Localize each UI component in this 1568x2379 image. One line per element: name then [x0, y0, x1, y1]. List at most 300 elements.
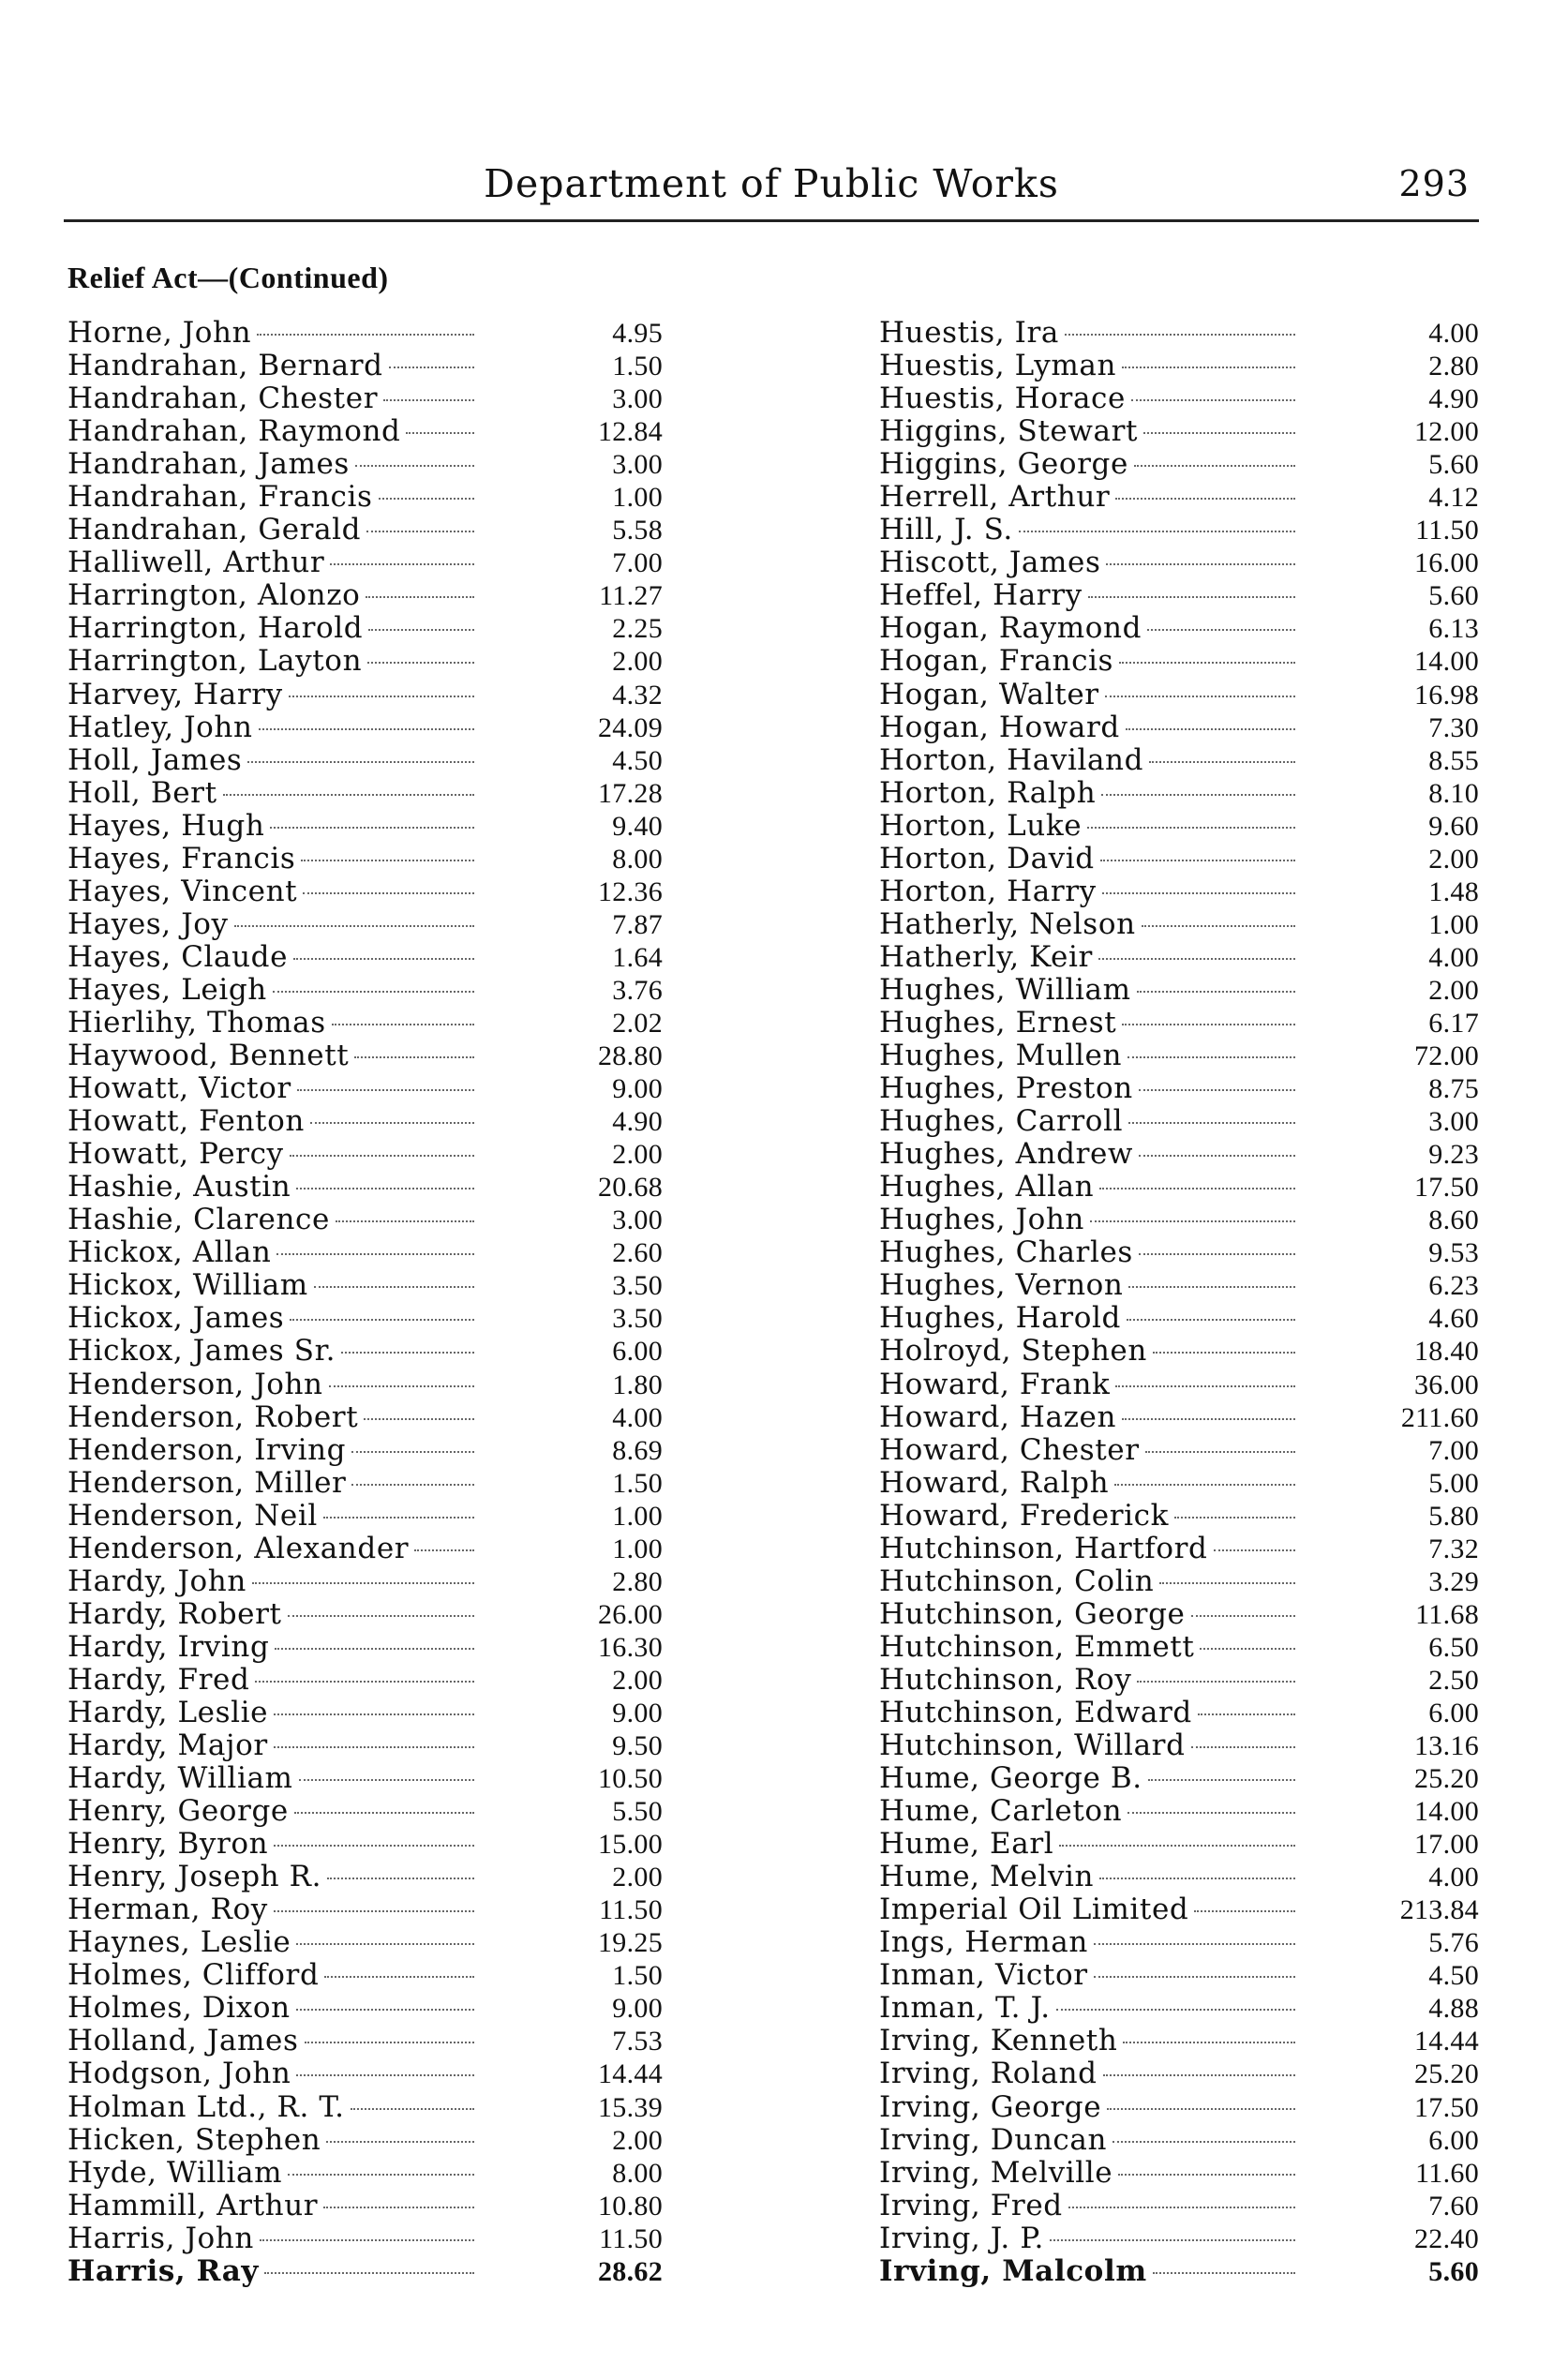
entry-leader [67, 1434, 478, 1467]
entry-amount: 25.20 [1414, 1763, 1479, 1795]
entry-name: Hardy, Major [67, 1729, 268, 1763]
entry-name: Hashie, Austin [67, 1171, 291, 1204]
entry-leader [67, 415, 478, 448]
entry-amount: 8.55 [1428, 744, 1479, 776]
entry-amount: 24.09 [598, 711, 663, 743]
entry-amount: 5.60 [1428, 580, 1479, 612]
dot-leader [1149, 761, 1295, 763]
list-item [879, 1040, 1479, 1072]
dot-leader [326, 2141, 474, 2143]
entry-amount: 8.75 [1428, 1073, 1479, 1105]
list-item [879, 2222, 1479, 2255]
entry-leader [879, 1204, 1299, 1236]
list-item [67, 679, 663, 711]
entry-amount: 25.20 [1414, 2058, 1479, 2090]
dot-leader [276, 1253, 474, 1255]
list-item [67, 2255, 663, 2288]
dot-leader [270, 827, 474, 829]
entry-leader [879, 1565, 1299, 1598]
entry-name: Hutchinson, Colin [879, 1564, 1155, 1598]
entry-amount: 2.80 [612, 1565, 663, 1597]
entry-amount: 5.80 [1428, 1500, 1479, 1532]
entry-name: Handrahan, James [67, 448, 350, 482]
dot-leader [330, 563, 474, 565]
dot-leader [1194, 1910, 1295, 1912]
dot-leader [274, 1713, 474, 1715]
entry-name: Hutchinson, George [879, 1597, 1186, 1631]
entry-name: Hatherly, Nelson [879, 907, 1136, 941]
entry-leader [879, 1893, 1299, 1926]
list-item [67, 1697, 663, 1729]
dot-leader [1101, 794, 1295, 796]
page-title: Department of Public Works [484, 161, 1059, 206]
list-item [879, 1171, 1479, 1204]
entry-name: Hodgson, John [67, 2057, 291, 2091]
entry-leader [67, 1105, 478, 1138]
entry-leader [879, 2157, 1299, 2190]
entry-name: Hayes, Hugh [67, 809, 265, 843]
entry-name: Halliwell, Arthur [67, 546, 325, 580]
list-item [67, 2190, 663, 2222]
entry-name: Hughes, Mullen [879, 1040, 1123, 1073]
entry-name: Hayes, Joy [67, 907, 229, 941]
entry-leader [67, 1598, 478, 1631]
entry-name: Huestis, Lyman [879, 350, 1117, 383]
entry-name: Hughes, William [879, 973, 1131, 1007]
entry-amount: 17.50 [1414, 2091, 1479, 2123]
entry-amount: 4.88 [1428, 1993, 1479, 2025]
entry-amount: 11.27 [599, 580, 663, 612]
entry-amount: 14.00 [1414, 1796, 1479, 1828]
entry-leader [67, 1269, 478, 1302]
list-item [67, 1204, 663, 1236]
dot-leader [1137, 1681, 1295, 1683]
entry-name: Hughes, Preston [879, 1072, 1133, 1106]
dot-leader [354, 1056, 474, 1058]
entry-name: Hammill, Arthur [67, 2189, 319, 2222]
dot-leader [1122, 367, 1295, 368]
list-item [879, 974, 1479, 1007]
entry-name: Hierlihy, Thomas [67, 1006, 326, 1040]
entry-name: Horton, Haviland [879, 743, 1144, 777]
entry-leader [879, 974, 1299, 1007]
dot-leader [274, 1910, 474, 1912]
entry-amount: 12.36 [598, 875, 663, 907]
entry-amount: 1.00 [612, 482, 663, 514]
list-item [67, 1664, 663, 1697]
list-item [879, 744, 1479, 777]
entry-leader [879, 2025, 1299, 2057]
entry-leader [879, 2222, 1299, 2255]
entry-amount: 1.48 [1428, 875, 1479, 907]
list-item [67, 1269, 663, 1302]
list-item [67, 777, 663, 810]
list-item [879, 1926, 1479, 1959]
entry-name: Hutchinson, Roy [879, 1663, 1132, 1697]
entry-amount: 4.00 [612, 1401, 663, 1433]
entry-leader [879, 1007, 1299, 1040]
entry-amount: 3.00 [612, 1204, 663, 1236]
dot-leader [1127, 1056, 1295, 1058]
entry-leader [879, 1040, 1299, 1072]
entry-leader [67, 1072, 478, 1105]
entry-name: Hutchinson, Willard [879, 1729, 1186, 1763]
entry-amount: 7.00 [1428, 1434, 1479, 1466]
dot-leader [366, 531, 474, 532]
list-item [67, 2057, 663, 2090]
entry-leader [879, 810, 1299, 843]
dot-leader [1143, 432, 1295, 434]
entry-leader [67, 1171, 478, 1204]
dot-leader [314, 1286, 474, 1288]
list-item [879, 810, 1479, 843]
dot-leader [1128, 1122, 1295, 1124]
list-item [879, 612, 1479, 645]
list-item [67, 1072, 663, 1105]
list-item [67, 612, 663, 645]
list-item [67, 448, 663, 481]
list-item [67, 415, 663, 448]
dot-leader [351, 1451, 474, 1453]
entry-name: Harvey, Harry [67, 678, 283, 711]
entry-amount: 9.00 [612, 1697, 663, 1728]
list-item [879, 1664, 1479, 1697]
entry-name: Irving, Kenneth [879, 2025, 1118, 2058]
entry-leader [67, 908, 478, 941]
entry-leader [879, 317, 1299, 350]
entry-name: Huestis, Horace [879, 382, 1126, 416]
list-item [67, 579, 663, 612]
entry-leader [67, 1729, 478, 1762]
entry-amount: 8.00 [612, 843, 663, 875]
entry-name: Haynes, Leslie [67, 1926, 291, 1960]
dot-leader [310, 1122, 474, 1124]
list-item [879, 1269, 1479, 1302]
entry-leader [879, 1105, 1299, 1138]
list-item [879, 1631, 1479, 1664]
list-item [67, 2091, 663, 2124]
entry-leader [879, 2190, 1299, 2222]
entry-amount: 7.32 [1428, 1533, 1479, 1564]
list-item [67, 2157, 663, 2190]
dot-leader [290, 1319, 474, 1321]
dot-leader [1127, 1319, 1295, 1321]
entry-name: Henry, George [67, 1795, 289, 1829]
entry-leader [879, 1959, 1299, 1992]
entry-leader [67, 1697, 478, 1729]
entry-amount: 8.10 [1428, 777, 1479, 809]
entry-name: Howard, Frank [879, 1368, 1111, 1401]
entry-name: Holland, James [67, 2025, 299, 2058]
entry-amount: 5.76 [1428, 1927, 1479, 1959]
entry-amount: 4.60 [1428, 1303, 1479, 1335]
entry-name: Henderson, Irving [67, 1433, 347, 1467]
entry-leader [67, 514, 478, 546]
entry-name: Hickox, Allan [67, 1236, 272, 1270]
entry-leader [879, 711, 1299, 744]
list-item [67, 711, 663, 744]
entry-amount: 1.00 [1428, 908, 1479, 940]
entry-amount: 12.84 [598, 416, 663, 448]
entry-name: Irving, Malcolm [879, 2254, 1147, 2288]
dot-leader [1174, 1517, 1295, 1519]
entry-leader [67, 777, 478, 810]
entry-leader [67, 1204, 478, 1236]
list-item [879, 2091, 1479, 2124]
entry-name: Hickox, James Sr. [67, 1335, 336, 1369]
entry-leader [67, 1040, 478, 1072]
entry-leader [879, 1631, 1299, 1664]
dot-leader [1127, 1812, 1295, 1814]
dot-leader [1115, 1385, 1295, 1387]
entry-amount: 9.53 [1428, 1237, 1479, 1269]
list-item [67, 1434, 663, 1467]
dot-leader [323, 2207, 474, 2208]
list-item [67, 1500, 663, 1533]
entry-name: Irving, Duncan [879, 2123, 1108, 2157]
list-item [67, 1138, 663, 1171]
entry-amount: 4.95 [612, 318, 663, 349]
entry-name: Hickox, James [67, 1302, 285, 1336]
entry-leader [67, 382, 478, 415]
list-item [879, 843, 1479, 875]
dot-leader [274, 1845, 474, 1847]
dot-leader [329, 1385, 474, 1387]
entry-leader [67, 1631, 478, 1664]
entry-amount: 7.60 [1428, 2190, 1479, 2222]
entry-leader [67, 1893, 478, 1926]
dot-leader [1139, 1089, 1295, 1091]
list-item [879, 777, 1479, 810]
entry-leader [67, 1795, 478, 1828]
entry-name: Holroyd, Stephen [879, 1335, 1147, 1369]
entry-name: Hogan, Howard [879, 711, 1120, 744]
list-item [879, 1959, 1479, 1992]
dot-leader [305, 2042, 475, 2043]
list-item [67, 350, 663, 382]
entry-name: Howatt, Fenton [67, 1105, 305, 1139]
entry-amount: 4.00 [1428, 318, 1479, 349]
entry-amount: 17.50 [1414, 1172, 1479, 1204]
list-item [879, 1105, 1479, 1138]
entry-amount: 3.29 [1428, 1565, 1479, 1597]
list-item [67, 908, 663, 941]
entry-leader [67, 744, 478, 777]
list-item [879, 1729, 1479, 1762]
page-header [64, 152, 1479, 222]
dot-leader [383, 399, 474, 401]
entry-name: Hicken, Stephen [67, 2123, 321, 2157]
entry-amount: 4.50 [1428, 1960, 1479, 1992]
entry-leader [879, 1500, 1299, 1533]
entry-name: Hutchinson, Edward [879, 1696, 1192, 1729]
entry-leader [879, 1828, 1299, 1861]
entry-leader [67, 1467, 478, 1500]
dot-leader [293, 958, 474, 960]
dot-leader [301, 860, 474, 861]
entry-name: Henry, Joseph R. [67, 1861, 322, 1894]
list-item [67, 1861, 663, 1893]
entry-leader [879, 350, 1299, 382]
entry-leader [879, 1072, 1299, 1105]
entry-name: Hatherly, Keir [879, 940, 1093, 974]
dot-leader [1200, 1648, 1295, 1650]
entry-amount: 6.23 [1428, 1270, 1479, 1302]
dot-leader [1134, 465, 1295, 467]
dot-leader [1147, 629, 1295, 631]
entry-name: Hughes, Charles [879, 1236, 1133, 1270]
list-item [879, 546, 1479, 579]
entry-leader [67, 810, 478, 843]
dot-leader [260, 2239, 474, 2241]
entry-amount: 1.50 [612, 1960, 663, 1992]
dot-leader [1094, 1976, 1295, 1978]
dot-leader [1128, 1286, 1295, 1288]
entry-name: Howatt, Victor [67, 1072, 291, 1106]
list-item [67, 1335, 663, 1368]
list-item [879, 1236, 1479, 1269]
entry-leader [879, 2057, 1299, 2090]
list-item [879, 1467, 1479, 1500]
list-item [879, 875, 1479, 908]
dot-leader [1123, 2042, 1295, 2043]
entry-amount: 3.00 [1428, 1106, 1479, 1138]
dot-leader [1105, 696, 1295, 697]
entry-leader [879, 1335, 1299, 1368]
entry-leader [879, 2124, 1299, 2157]
dot-leader [290, 1155, 474, 1157]
entry-name: Heffel, Harry [879, 579, 1083, 613]
entry-name: Holmes, Clifford [67, 1959, 320, 1993]
entry-amount: 2.02 [612, 1007, 663, 1039]
entry-leader [67, 1369, 478, 1401]
entry-name: Hardy, Robert [67, 1597, 282, 1631]
dot-leader [1100, 860, 1295, 861]
list-item [67, 2025, 663, 2057]
dot-leader [379, 498, 474, 500]
list-item [67, 514, 663, 546]
entry-amount: 1.50 [612, 351, 663, 382]
entry-leader [879, 1729, 1299, 1762]
list-item [67, 1631, 663, 1664]
list-item [879, 1893, 1479, 1926]
entry-leader [879, 382, 1299, 415]
list-item [879, 1007, 1479, 1040]
entry-amount: 6.00 [1428, 2124, 1479, 2156]
entry-leader [67, 1236, 478, 1269]
list-item [67, 974, 663, 1007]
list-item [879, 1697, 1479, 1729]
entry-leader [67, 2255, 478, 2288]
list-item [67, 1893, 663, 1926]
entry-amount: 3.00 [612, 383, 663, 415]
entry-amount: 11.60 [1415, 2157, 1479, 2189]
entry-amount: 22.40 [1414, 2222, 1479, 2254]
entry-amount: 2.00 [1428, 843, 1479, 875]
entry-leader [879, 1664, 1299, 1697]
entry-name: Hickox, William [67, 1269, 308, 1303]
list-item [67, 1762, 663, 1795]
entry-name: Hogan, Walter [879, 678, 1099, 711]
entry-amount: 3.50 [612, 1270, 663, 1302]
entry-name: Hiscott, James [879, 546, 1101, 580]
entry-amount: 16.00 [1414, 547, 1479, 579]
list-item [67, 1533, 663, 1565]
entry-leader [67, 481, 478, 514]
dot-leader [1191, 1615, 1296, 1617]
entry-leader [67, 679, 478, 711]
entry-leader [879, 579, 1299, 612]
entry-name: Haywood, Bennett [67, 1040, 350, 1073]
entry-name: Howatt, Percy [67, 1138, 284, 1172]
entry-amount: 213.84 [1399, 1894, 1479, 1926]
entry-name: Hill, J. S. [879, 514, 1013, 547]
dot-leader [297, 1089, 474, 1091]
entry-amount: 12.00 [1414, 416, 1479, 448]
list-item [67, 1959, 663, 1992]
entry-name: Irving, J. P. [879, 2222, 1044, 2255]
entry-amount: 6.00 [612, 1336, 663, 1368]
list-item [879, 1072, 1479, 1105]
page-number: 293 [1398, 163, 1470, 204]
entry-name: Hogan, Raymond [879, 612, 1142, 646]
entry-amount: 4.00 [1428, 1862, 1479, 1893]
entry-leader [879, 645, 1299, 678]
list-item [879, 711, 1479, 744]
entry-amount: 16.30 [598, 1631, 663, 1663]
entry-name: Holman Ltd., R. T. [67, 2090, 345, 2124]
list-item [67, 1007, 663, 1040]
entry-amount: 2.60 [612, 1237, 663, 1269]
entry-amount: 72.00 [1414, 1040, 1479, 1072]
dot-leader [299, 1779, 474, 1781]
entry-name: Hayes, Leigh [67, 973, 267, 1007]
dot-leader [336, 1220, 474, 1222]
entry-amount: 11.50 [599, 1894, 663, 1926]
entry-leader [879, 679, 1299, 711]
entry-leader [67, 974, 478, 1007]
entry-leader [67, 1138, 478, 1171]
list-item [67, 1369, 663, 1401]
entry-amount: 26.00 [598, 1598, 663, 1630]
entry-amount: 6.17 [1428, 1007, 1479, 1039]
dot-leader [323, 1517, 474, 1519]
list-item [67, 1598, 663, 1631]
entry-leader [67, 2124, 478, 2157]
dot-leader [234, 925, 474, 927]
entry-name: Hardy, Irving [67, 1630, 270, 1664]
list-item [67, 1565, 663, 1598]
entry-amount: 3.00 [612, 449, 663, 481]
entry-name: Irving, Melville [879, 2156, 1113, 2190]
entry-name: Henderson, Miller [67, 1466, 347, 1500]
dot-leader [1114, 1484, 1295, 1486]
dot-leader [1059, 1845, 1295, 1847]
entry-name: Herman, Roy [67, 1893, 268, 1927]
entry-leader [67, 1959, 478, 1992]
list-item [67, 382, 663, 415]
entry-name: Holmes, Dixon [67, 1992, 291, 2026]
dot-leader [252, 1582, 474, 1584]
entry-amount: 9.40 [612, 810, 663, 842]
entry-name: Hashie, Clarence [67, 1204, 330, 1237]
entry-amount: 211.60 [1400, 1401, 1479, 1433]
entry-leader [879, 1861, 1299, 1893]
dot-leader [1126, 728, 1295, 730]
dot-leader [1131, 399, 1295, 401]
dot-leader [1118, 2174, 1295, 2176]
entry-name: Horne, John [67, 317, 252, 350]
